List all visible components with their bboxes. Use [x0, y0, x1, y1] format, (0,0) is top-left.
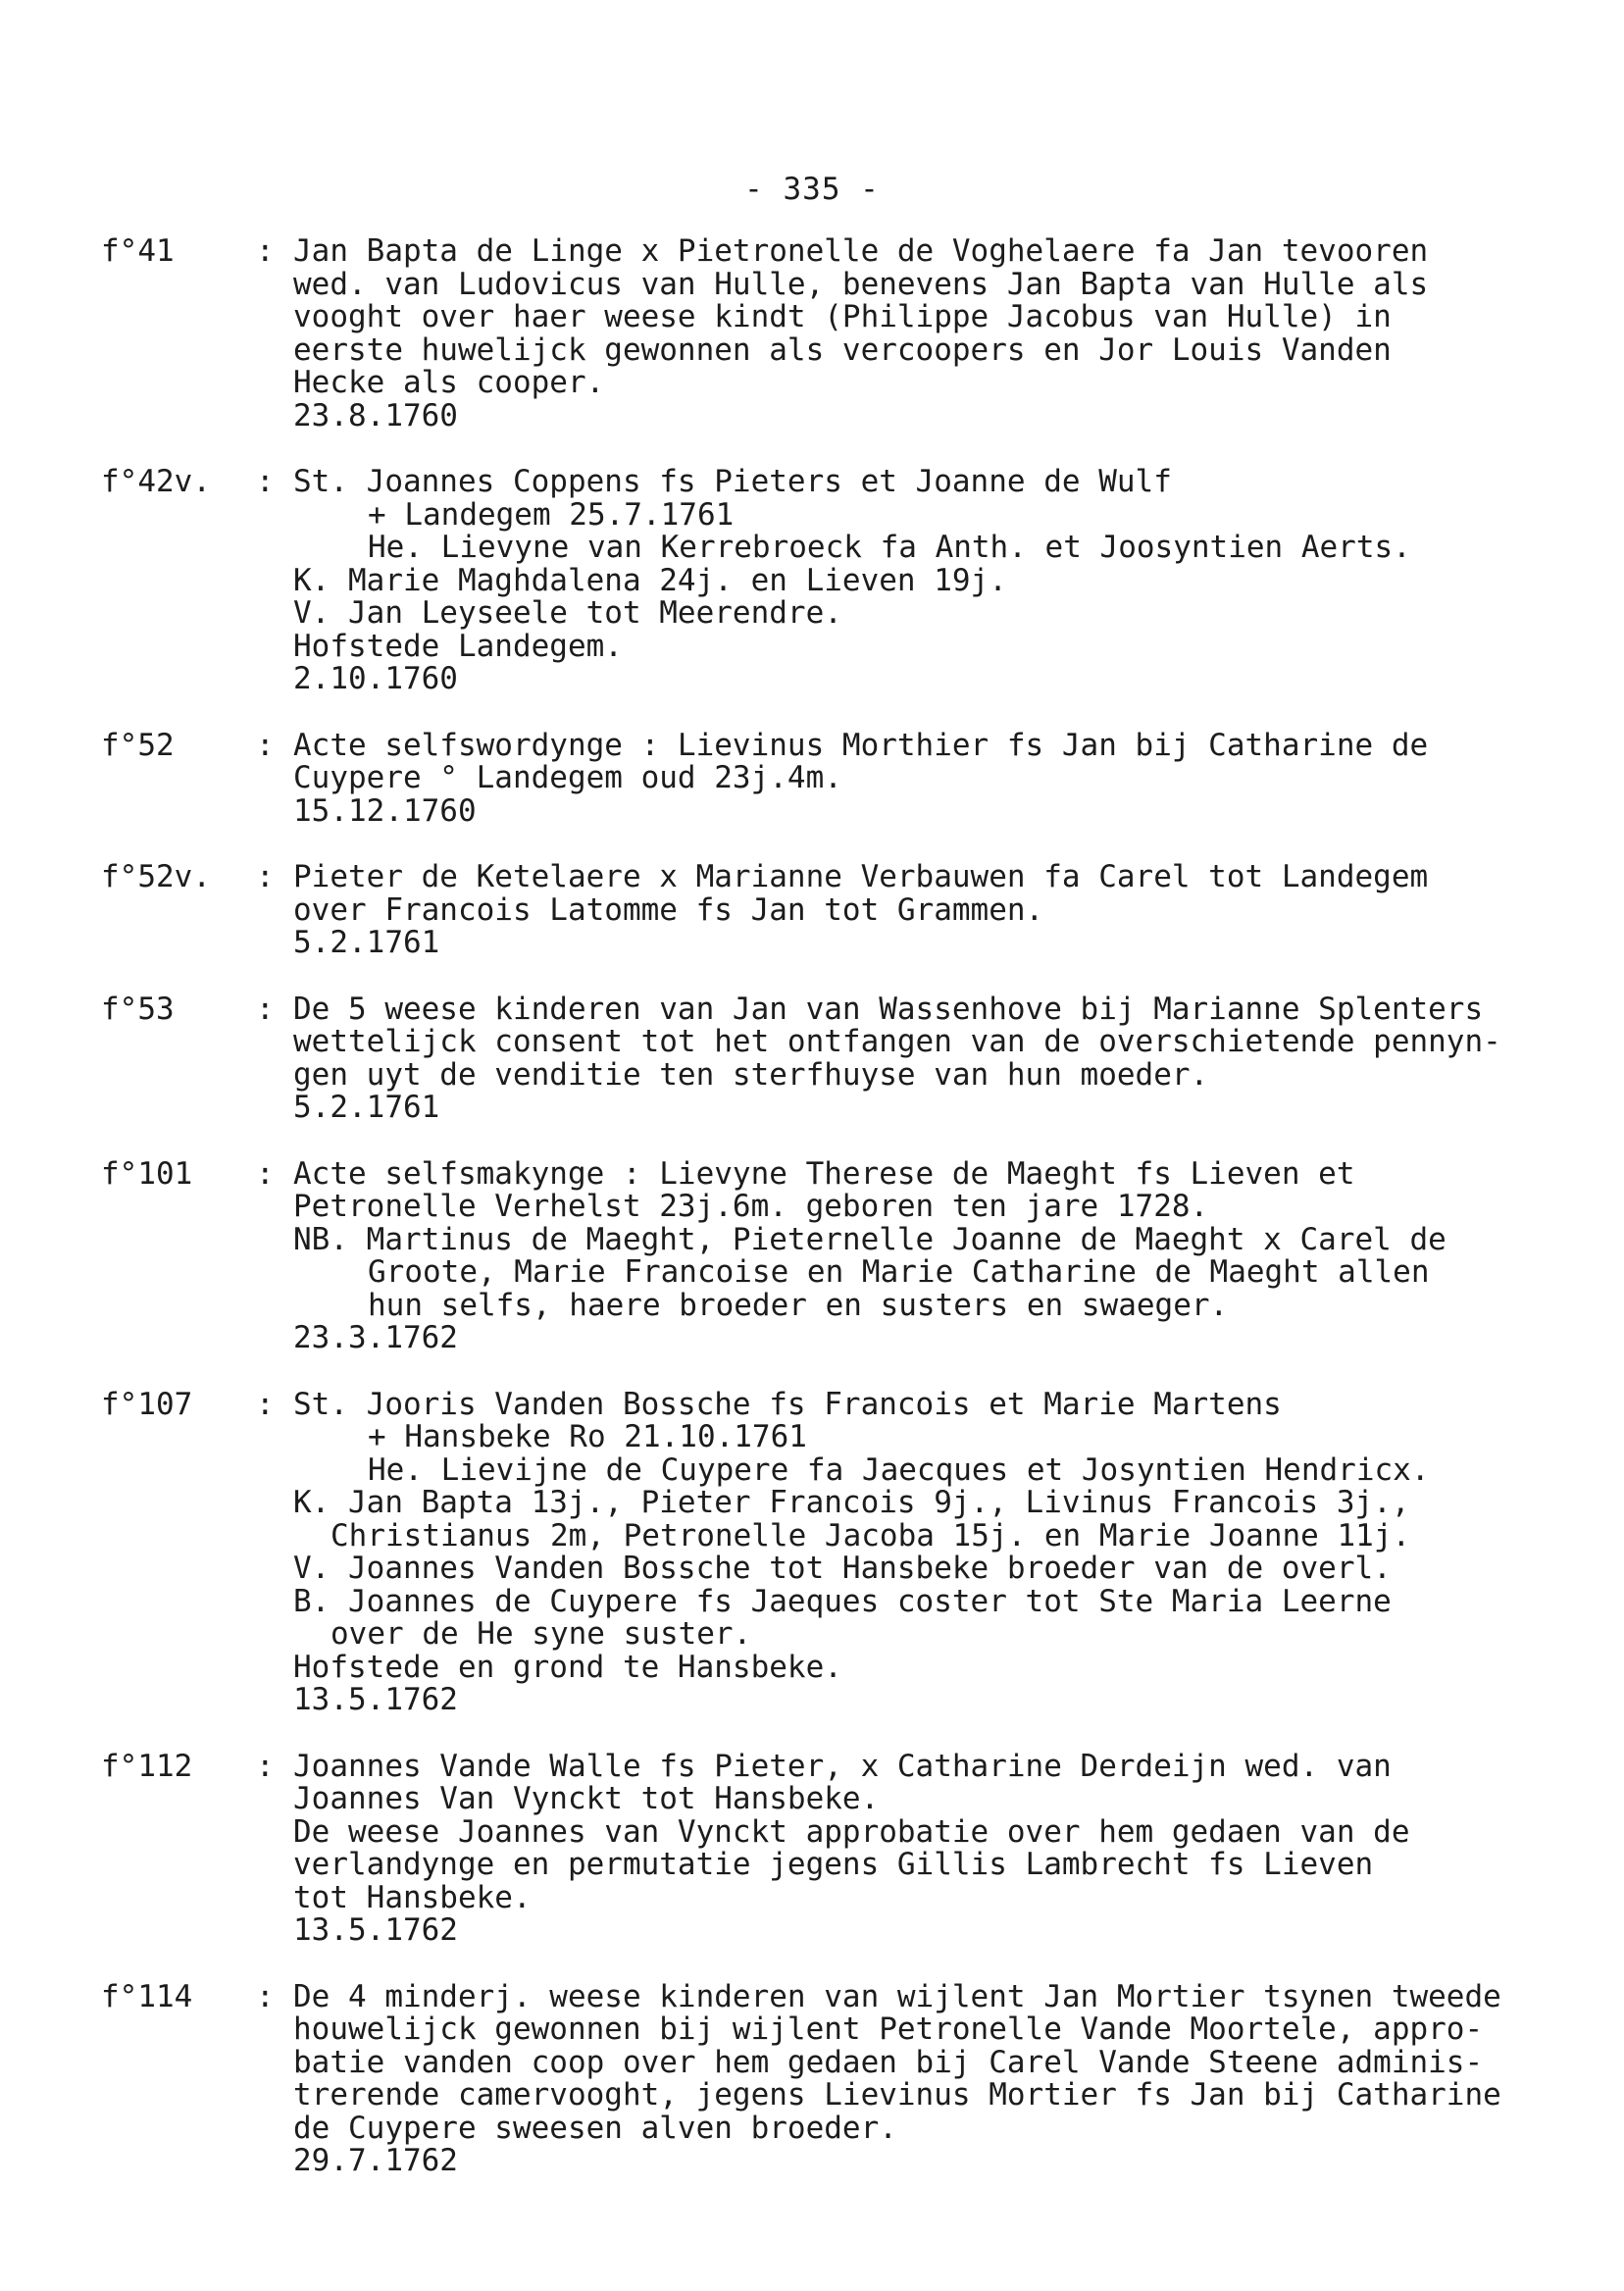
entry-line: Acte selfsmakynge : Lievyne Therese de Maeght fs Lieven et	[293, 1155, 1355, 1192]
entry-line: St. Joannes Coppens fs Pieters et Joanne de Wulf	[293, 464, 1172, 499]
folio-reference: f°112	[101, 1748, 193, 1784]
entry-line: batie vanden coop over hem gedaen bij Carel Vande Steene adminis-	[293, 2044, 1484, 2080]
entry-line: + Landegem 25.7.1761	[368, 496, 735, 533]
register-entry	[101, 1978, 1572, 2178]
entry-line: verlandynge en permutatie jegens Gillis Lambrecht fs Lieven	[293, 1847, 1374, 1882]
folio-reference: f°42v.	[101, 464, 211, 499]
entry-line: V. Jan Leyseele tot Meerendre.	[293, 595, 842, 631]
entry-line: tot Hansbeke.	[293, 1879, 532, 1915]
folio-reference: f°101	[101, 1155, 193, 1192]
entry-text	[293, 1386, 1572, 1717]
entry-line: Groote, Marie Francoise en Marie Catharine de Maeght allen	[368, 1254, 1430, 1290]
entry-line: K. Jan Bapta 13j., Pieter Francois 9j., Livinus Francois 3j.,	[293, 1485, 1410, 1520]
entry-line: over Francois Latomme fs Jan tot Grammen.	[293, 891, 1044, 928]
entry-line: Christianus 2m, Petronelle Jacoba 15j. en Marie Joanne 11j.	[330, 1517, 1411, 1553]
register-entry	[101, 235, 1572, 433]
folio-separator: :	[256, 233, 275, 269]
register-entries	[101, 235, 1572, 2212]
entry-line: He. Lievyne van Kerrebroeck fa Anth. et Joosyntien Aerts.	[368, 530, 1411, 565]
entry-line: houwelijck gewonnen bij wijlent Petronelle Vande Moortele, appro-	[293, 2011, 1484, 2047]
register-entry	[101, 1155, 1572, 1355]
folio-reference: f°107	[101, 1386, 193, 1422]
entry-line: De weese Joannes van Vynckt approbatie over hem gedaen van de	[293, 1813, 1410, 1850]
entry-line: 23.8.1760	[293, 397, 458, 433]
entry-line: V. Joannes Vanden Bossche tot Hansbeke broeder van de overl.	[293, 1551, 1392, 1586]
entry-line: He. Lievijne de Cuypere fa Jaecques et Josyntien Hendricx.	[368, 1451, 1430, 1488]
entry-line: De 4 minderj. weese kinderen van wijlent Jan Mortier tsynen tweede	[293, 1978, 1501, 2014]
register-entry	[101, 1386, 1572, 1717]
entry-line: Joannes Vande Walle fs Pieter, x Catharine Derdeijn wed. van	[293, 1748, 1392, 1784]
entry-text	[293, 235, 1572, 433]
entry-text	[293, 993, 1572, 1125]
entry-line: 2.10.1760	[293, 661, 458, 696]
folio-separator: :	[256, 1748, 275, 1784]
entry-line: K. Marie Maghdalena 24j. en Lieven 19j.	[293, 562, 1007, 598]
folio-separator: :	[256, 1386, 275, 1422]
entry-line: Hofstede en grond te Hansbeke.	[293, 1649, 842, 1685]
folio-reference: f°52v.	[101, 859, 211, 894]
entry-line: de Cuypere sweesen alven broeder.	[293, 2110, 897, 2146]
folio-separator: :	[256, 991, 275, 1027]
entry-line: eerste huwelijck gewonnen als vercoopers en Jor Louis Vanden	[293, 331, 1392, 368]
entry-line: hun selfs, haere broeder en susters en swaeger.	[368, 1287, 1229, 1323]
entry-line: NB. Martinus de Maeght, Pieternelle Joanne de Maeght x Carel de	[293, 1221, 1446, 1257]
entry-line: 29.7.1762	[293, 2143, 458, 2178]
register-entry	[101, 993, 1572, 1125]
entry-line: Hofstede Landegem.	[293, 628, 623, 664]
folio-separator: :	[256, 727, 275, 763]
entry-line: wettelijck consent tot het ontfangen van de overschietende pennyn-	[293, 1024, 1501, 1059]
entry-line: vooght over haer weese kindt (Philippe Jacobus van Hulle) in	[293, 299, 1392, 334]
entry-line: gen uyt de venditie ten sterfhuyse van hun moeder.	[293, 1056, 1209, 1093]
entry-line: Hecke als cooper.	[293, 365, 605, 400]
folio-reference: f°114	[101, 1978, 193, 2014]
entry-line: 13.5.1762	[293, 1912, 458, 1948]
folio-separator: :	[256, 1155, 275, 1192]
entry-line: + Hansbeke Ro 21.10.1761	[368, 1419, 807, 1454]
register-entry	[101, 861, 1572, 960]
entry-line: 23.3.1762	[293, 1320, 458, 1355]
folio-separator: :	[256, 464, 275, 499]
entry-line: Petronelle Verhelst 23j.6m. geboren ten jare 1728.	[293, 1189, 1209, 1224]
entry-text	[293, 1155, 1572, 1355]
folio-reference: f°41	[101, 233, 175, 269]
register-entry	[101, 1748, 1572, 1948]
entry-line: B. Joannes de Cuypere fs Jaeques coster tot Ste Maria Leerne	[293, 1583, 1392, 1619]
entry-line: Joannes Van Vynckt tot Hansbeke.	[293, 1781, 880, 1816]
entry-line: 15.12.1760	[293, 792, 477, 829]
page-number: - 335 -	[744, 172, 880, 207]
entry-line: 5.2.1761	[293, 1090, 440, 1125]
entry-text	[293, 466, 1572, 696]
entry-line: trerende camervooght, jegens Lievinus Mortier fs Jan bij Catharine	[293, 2077, 1501, 2113]
entry-line: wed. van Ludovicus van Hulle, benevens Jan Bapta van Hulle als	[293, 266, 1429, 302]
entry-line: De 5 weese kinderen van Jan van Wassenhove bij Marianne Splenters	[293, 991, 1484, 1027]
folio-separator: :	[256, 1978, 275, 2014]
entry-text	[293, 861, 1572, 960]
folio-separator: :	[256, 859, 275, 894]
folio-reference: f°52	[101, 727, 175, 763]
entry-text	[293, 727, 1572, 829]
folio-reference: f°53	[101, 991, 175, 1027]
entry-line: Acte selfswordynge : Lievinus Morthier fs Jan bij Catharine de	[293, 727, 1429, 763]
entry-line: Pieter de Ketelaere x Marianne Verbauwen fa Carel tot Landegem	[293, 859, 1429, 894]
entry-line: 5.2.1761	[293, 925, 440, 960]
entry-text	[293, 1748, 1572, 1948]
entry-text	[293, 1978, 1572, 2178]
entry-line: Cuypere ° Landegem oud 23j.4m.	[293, 760, 842, 795]
entry-line: 13.5.1762	[293, 1682, 458, 1717]
register-entry	[101, 466, 1572, 696]
register-entry	[101, 727, 1572, 829]
entry-line: St. Jooris Vanden Bossche fs Francois et Marie Martens	[293, 1386, 1282, 1422]
entry-line: over de He syne suster.	[330, 1616, 752, 1652]
entry-line: Jan Bapta de Linge x Pietronelle de Voghelaere fa Jan tevooren	[293, 233, 1429, 269]
